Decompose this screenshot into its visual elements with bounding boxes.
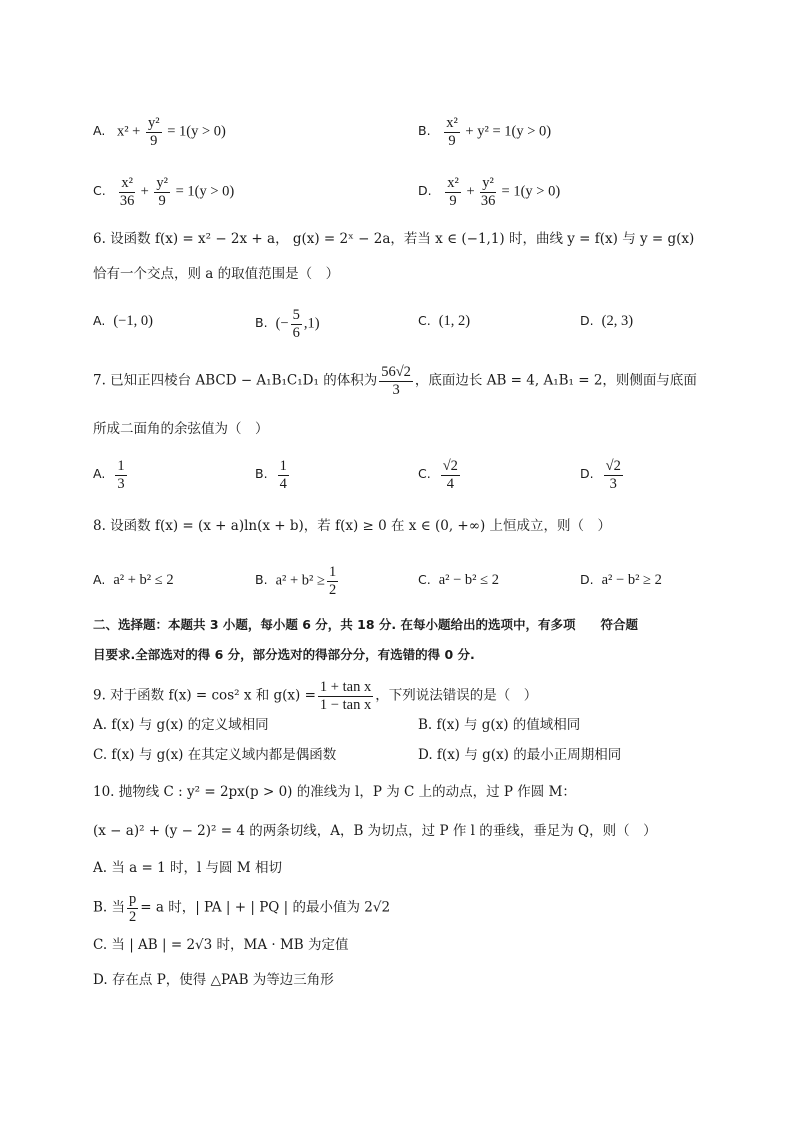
q5-option-a: A. x² + $\frac{\text{y²}}{9}$ = 1(y > 0): [93, 115, 226, 149]
q9-option-c: C. f(x) 与 g(x) 在其定义域内都是偶函数: [93, 747, 337, 763]
q7-option-c: C. $\frac{√2}{4}$: [418, 458, 458, 492]
q5-option-b: B. $\frac{\text{x²}}{9}$ + y² = 1(y > 0): [418, 115, 552, 149]
q6-stem-line2: 恰有一个交点，则 a 的取值范围是（ ）: [93, 266, 340, 282]
q9-option-b: B. f(x) 与 g(x) 的值域相同: [418, 717, 581, 733]
q8-stem: 8. 设函数 f(x) = (x + a)ln(x + b)，若 f(x) ≥ 0 在 x ∈ (0, +∞) 上恒成立，则（ ）: [93, 518, 612, 534]
section2-heading-line1: 二、选择题：本题共 3 小题，每小题 6 分，共 18 分. 在每小题给出的选项中，有多项 符合题: [93, 617, 639, 632]
q6-option-d: D. (2, 3): [580, 313, 634, 329]
q7-stem-line1: 7. 已知正四棱台 ABCD − A₁B₁C₁D₁ 的体积为 $\frac{56√2}{3}$ ，底面边长 AB = 4, A₁B₁ = 2，则侧面与底面: [93, 364, 697, 398]
q8-option-d: D. a² − b² ≥ 2: [580, 572, 662, 588]
q7-option-d: D. $\frac{√2}{3}$: [580, 458, 621, 492]
q10-stem-line1: 10. 抛物线 C : y² = 2px(p > 0) 的准线为 l，P 为 C 上的动点，过 P 作圆 M：: [93, 784, 576, 800]
q9-stem: 9. 对于函数 f(x) = cos² x 和 g(x) = $\frac{\text{1 + tan x}}{\text{1 − tan x}}$ ，下列说法错误的是（ ）: [93, 679, 538, 713]
q7-option-b: B. $\frac{1}{4}$: [255, 458, 287, 492]
q8-option-c: C. a² − b² ≤ 2: [418, 572, 499, 588]
fraction: $\frac{\text{x²}}{9}$: [447, 175, 459, 209]
section2-heading-line2: 目要求.全部选对的得 6 分，部分选对的得部分分，有选错的得 0 分.: [93, 647, 475, 662]
q5-option-d: D. $\frac{\text{x²}}{9}$ + $\frac{\text{y²}}{36}$ = 1(y > 0): [418, 175, 561, 209]
q10-option-a: A. 当 a = 1 时，l 与圆 M 相切: [93, 860, 282, 876]
fraction: $\frac{\text{x²}}{9}$: [446, 115, 458, 149]
fraction: $\frac{\text{y²}}{9}$: [147, 115, 160, 149]
fraction: $\frac{\text{y²}}{36}$: [480, 175, 496, 209]
fraction: $\frac{\text{y²}}{9}$: [156, 175, 168, 209]
q10-stem-line2: (x − a)² + (y − 2)² = 4 的两条切线，A，B 为切点，过 P 作 l 的垂线，垂足为 Q，则（ ）: [93, 823, 657, 839]
q5-option-c: C. $\frac{\text{x²}}{36}$ + $\frac{\text{y²}}{9}$ = 1(y > 0): [93, 175, 235, 209]
q7-stem-line2: 所成二面角的余弦值为（ ）: [93, 421, 269, 437]
q10-option-c: C. 当 | AB | = 2√3 时，MA · MB 为定值: [93, 937, 349, 953]
q8-option-a: A. a² + b² ≤ 2: [93, 572, 174, 588]
q6-stem-line1: 6. 设函数 f(x) = x² − 2x + a， g(x) = 2ˣ − 2a，若当 x ∈ (−1,1) 时，曲线 y = f(x) 与 y = g(x): [93, 231, 695, 247]
q8-option-b: B. a² + b² ≥ $\frac{1}{2}$: [255, 564, 337, 598]
q6-option-b: B. (− $\frac{5}{6}$ ,1): [255, 307, 320, 341]
q9-option-d: D. f(x) 与 g(x) 的最小正周期相同: [418, 747, 622, 763]
q9-option-a: A. f(x) 与 g(x) 的定义域相同: [93, 717, 269, 733]
q6-option-a: A. (−1, 0): [93, 313, 153, 329]
q10-option-d: D. 存在点 P，使得 △PAB 为等边三角形: [93, 972, 334, 988]
q6-option-c: C. (1, 2): [418, 313, 471, 329]
q7-option-a: A. $\frac{1}{3}$: [93, 458, 125, 492]
fraction: $\frac{\text{x²}}{36}$: [119, 175, 135, 209]
q10-option-b: B. 当 $\frac{p}{2}$ = a 时，| PA | + | PQ | 的最小值为 2√2: [93, 891, 391, 925]
